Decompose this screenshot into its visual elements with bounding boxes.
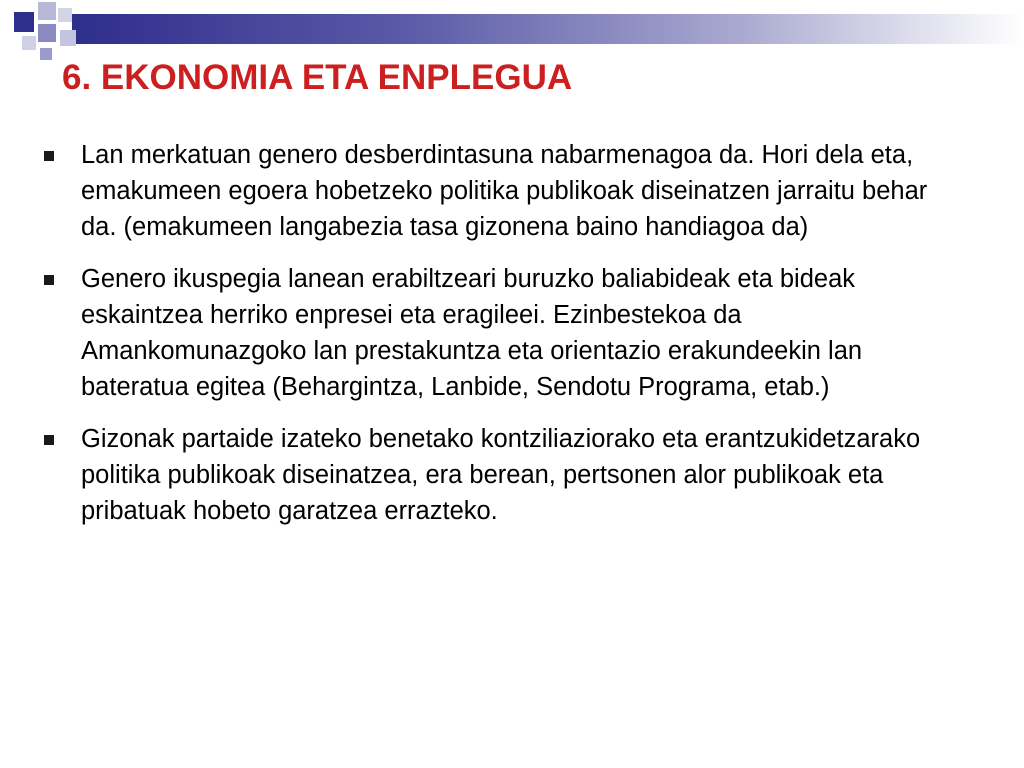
square-bullet-icon bbox=[44, 435, 54, 445]
bullet-list bbox=[44, 137, 944, 545]
decor-square bbox=[40, 48, 52, 60]
header-gradient-bar bbox=[72, 14, 1024, 44]
square-bullet-icon bbox=[44, 275, 54, 285]
bullet-item bbox=[44, 421, 944, 529]
square-bullet-icon bbox=[44, 151, 54, 161]
decor-square bbox=[14, 12, 34, 32]
decor-square bbox=[38, 24, 56, 42]
bullet-text: Lan merkatuan genero desberdintasuna nabarmenagoa da. Hori dela eta, emakumeen egoera hobetzeko politika publikoak diseinatzen jarraitu behar da. (emakumeen langabezia tasa gizonena baino handiagoa da) bbox=[81, 141, 928, 241]
decor-square bbox=[60, 30, 76, 46]
decor-square bbox=[22, 36, 36, 50]
slide-title: 6. EKONOMIA ETA ENPLEGUA bbox=[62, 58, 573, 97]
bullet-item bbox=[44, 137, 944, 245]
bullet-item bbox=[44, 261, 944, 405]
bullet-text: Genero ikuspegia lanean erabiltzeari buruzko baliabideak eta bideak eskaintzea herriko enpresei eta eragileei. Ezinbestekoa da Amankomunazgoko lan prestakuntza eta orientazio erakundeekin lan bateratua egitea (Behargintza, Lanbide, Sendotu Programa, etab.) bbox=[81, 265, 863, 401]
decor-square bbox=[38, 2, 56, 20]
bullet-text: Gizonak partaide izateko benetako kontziliaziorako eta erantzukidetzarako politika publikoak diseinatzea, era berean, pertsonen alor publikoak eta pribatuak hobeto garatzea errazteko. bbox=[81, 425, 921, 525]
decor-square bbox=[58, 8, 72, 22]
